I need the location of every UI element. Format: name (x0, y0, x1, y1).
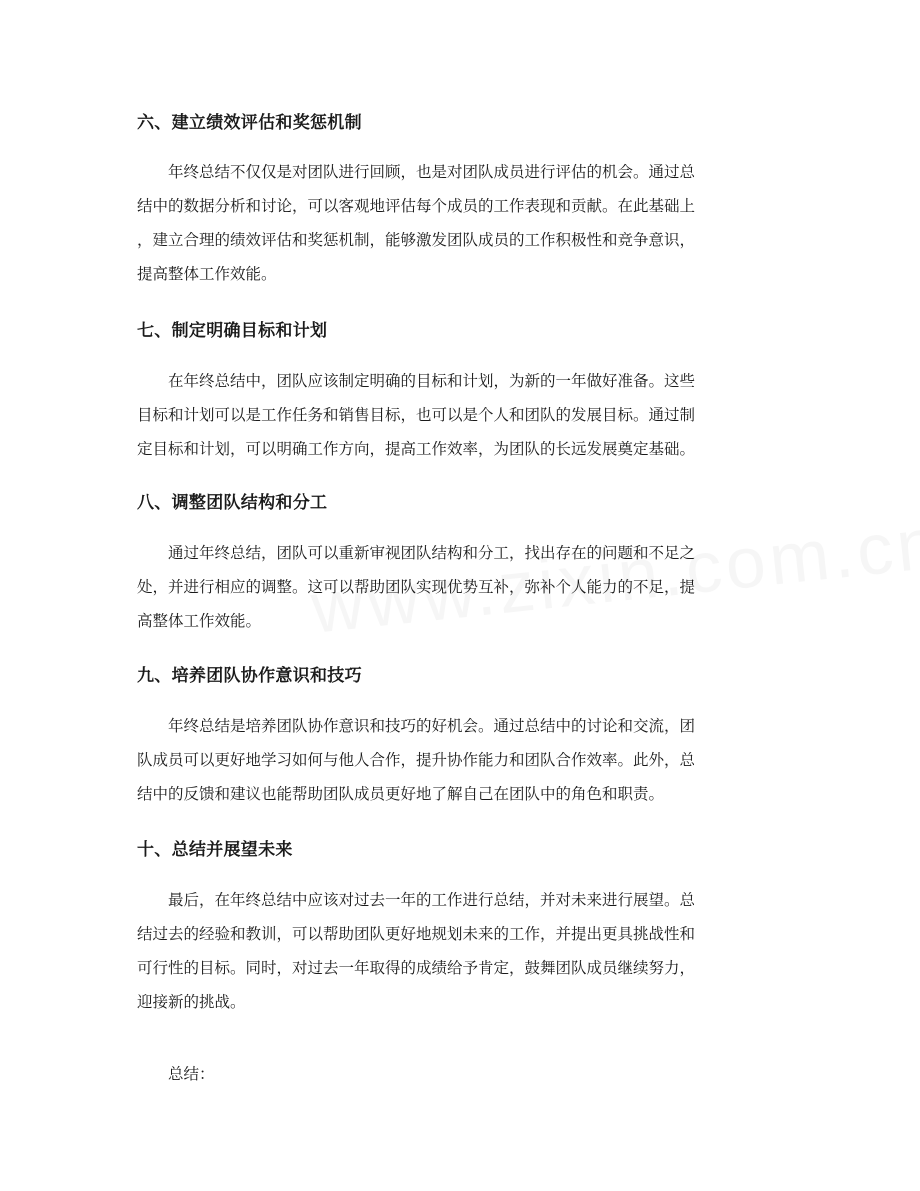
section-paragraph-10 (137, 883, 787, 1019)
paragraph-line: 目标和计划可以是工作任务和销售目标，也可以是个人和团队的发展目标。通过制 (137, 406, 696, 424)
paragraph-line: 队成员可以更好地学习如何与他人合作，提升协作能力和团队合作效率。此外，总 (137, 751, 696, 769)
summary-paragraph (137, 1057, 787, 1091)
paragraph-line: 结过去的经验和教训，可以帮助团队更好地规划未来的工作，并提出更具挑战性和 (137, 925, 696, 943)
section-paragraph-8 (137, 536, 787, 638)
section-heading-8: 八、调整团队结构和分工 (137, 493, 328, 513)
paragraph-line: 结中的反馈和建议也能帮助团队成员更好地了解自己在团队中的角色和职责。 (137, 785, 665, 803)
paragraph-line: 结中的数据分析和讨论，可以客观地评估每个成员的工作表现和贡献。在此基础上 (137, 197, 696, 215)
paragraph-line: 通过年终总结，团队可以重新审视团队结构和分工，找出存在的问题和不足之 (168, 544, 696, 562)
paragraph-line: 在年终总结中，团队应该制定明确的目标和计划，为新的一年做好准备。这些 (168, 372, 696, 390)
paragraph-line: 提高整体工作效能。 (137, 265, 277, 283)
section-paragraph-9 (137, 709, 787, 811)
section-paragraph-7 (137, 364, 787, 466)
paragraph-line: 可行性的目标。同时，对过去一年取得的成绩给予肯定，鼓舞团队成员继续努力， (137, 959, 696, 977)
summary-label: 总结： (168, 1065, 215, 1083)
paragraph-line: 定目标和计划，可以明确工作方向，提高工作效率，为团队的长远发展奠定基础。 (137, 440, 696, 458)
section-heading-9: 九、培养团队协作意识和技巧 (137, 666, 362, 686)
section-heading-7: 七、制定明确目标和计划 (137, 321, 328, 341)
section-paragraph-6 (137, 155, 787, 291)
section-heading-10: 十、总结并展望未来 (137, 840, 293, 860)
paragraph-line: 处，并进行相应的调整。这可以帮助团队实现优势互补，弥补个人能力的不足，提 (137, 578, 696, 596)
paragraph-line: 迎接新的挑战。 (137, 993, 246, 1011)
paragraph-line: 年终总结不仅仅是对团队进行回顾，也是对团队成员进行评估的机会。通过总 (168, 163, 696, 181)
paragraph-line: 年终总结是培养团队协作意识和技巧的好机会。通过总结中的讨论和交流，团 (168, 717, 696, 735)
paragraph-line: 高整体工作效能。 (137, 612, 262, 630)
paragraph-line: 最后，在年终总结中应该对过去一年的工作进行总结，并对未来进行展望。总 (168, 891, 696, 909)
section-heading-6: 六、建立绩效评估和奖惩机制 (137, 113, 362, 133)
paragraph-line: ，建立合理的绩效评估和奖惩机制，能够激发团队成员的工作积极性和竞争意识， (137, 231, 696, 249)
